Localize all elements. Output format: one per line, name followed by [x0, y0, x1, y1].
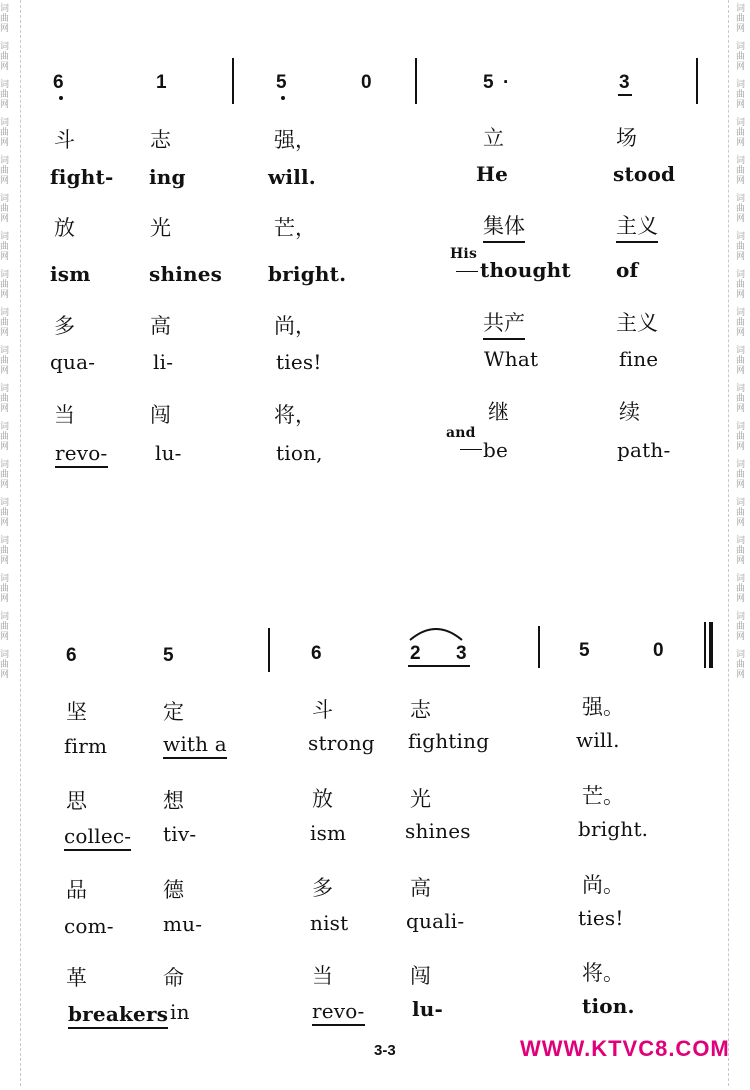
edge-text: 词曲网	[736, 4, 746, 34]
lyric-cn: 高	[150, 314, 171, 338]
lyric-cn: 品	[66, 878, 87, 902]
edge-text: 词曲网	[736, 422, 746, 452]
note: 5	[276, 72, 287, 93]
edge-text: 词曲网	[736, 156, 746, 186]
edge-text: 词曲网	[736, 194, 746, 224]
lyric-en: tion,	[276, 441, 323, 465]
edge-text: 词曲网	[0, 422, 10, 452]
lyric-en: quali-	[406, 909, 465, 933]
edge-text: 词曲网	[736, 460, 746, 490]
lyric-cn: 尚，	[274, 314, 316, 338]
lyric-en: revo-	[55, 441, 108, 468]
lyric-en: com-	[64, 914, 114, 938]
lyric-en: thought	[480, 258, 571, 282]
bar-line	[268, 628, 270, 672]
lyric-cn: 想	[163, 789, 184, 813]
left-edge-watermark	[0, 0, 14, 1090]
lyric-cn: 芒，	[274, 216, 316, 240]
note: 2	[410, 643, 421, 664]
lyric-dash	[460, 449, 482, 450]
edge-text: 词曲网	[0, 232, 10, 262]
lyric-cn: 放	[312, 787, 333, 811]
lyric-cn: 高	[410, 876, 431, 900]
lyric-cn: 当	[312, 964, 333, 988]
bar-line	[538, 626, 540, 668]
edge-text: 词曲网	[0, 194, 10, 224]
lyric-cn: 放	[54, 216, 75, 240]
lyric-cn: 将，	[274, 403, 316, 427]
lyric-cn: 继	[488, 400, 509, 424]
lyric-en: and	[446, 425, 476, 441]
edge-text: 词曲网	[0, 536, 10, 566]
lyric-cn: 斗	[312, 698, 333, 722]
lyric-cn: 思	[66, 789, 87, 813]
lyric-cn: 集体	[483, 210, 525, 243]
final-bar-line-thin	[704, 622, 706, 668]
edge-text: 词曲网	[0, 612, 10, 642]
lyric-en: lu-	[155, 441, 182, 465]
lyric-en: shines	[149, 262, 223, 286]
edge-text: 词曲网	[0, 650, 10, 680]
lyric-cn: 命	[163, 966, 184, 990]
note: 0	[361, 72, 372, 93]
lyric-en: of	[616, 258, 639, 282]
lyric-en: stood	[613, 162, 676, 186]
lyric-cn: 将。	[582, 961, 624, 985]
lyric-cn: 闯	[150, 403, 171, 427]
lyric-en: ism	[310, 821, 347, 845]
edge-text: 词曲网	[736, 650, 746, 680]
bar-line	[415, 58, 417, 104]
edge-text: 词曲网	[0, 346, 10, 376]
lyric-en: He	[476, 162, 509, 186]
lyric-cn: 立	[483, 126, 504, 150]
lyric-en: collec-	[64, 824, 131, 851]
note: 5	[483, 72, 494, 93]
lyric-dash	[456, 271, 478, 272]
lyric-en: tion.	[582, 994, 635, 1018]
edge-text: 词曲网	[0, 574, 10, 604]
note: 5	[163, 645, 174, 666]
right-edge-watermark	[736, 0, 750, 1090]
lyric-en: with a	[163, 732, 227, 759]
edge-text: 词曲网	[736, 498, 746, 528]
low-octave-dot	[59, 96, 63, 100]
lyric-en: bright.	[268, 262, 347, 286]
lyric-cn: 德	[163, 878, 184, 902]
lyric-en: ing	[149, 165, 186, 189]
note: 3	[619, 72, 630, 93]
lyric-cn: 多	[312, 876, 333, 900]
lyric-en: breakers	[68, 1002, 168, 1029]
lyric-en: qua-	[50, 350, 96, 374]
lyric-cn: 革	[66, 966, 87, 990]
edge-text: 词曲网	[0, 118, 10, 148]
lyric-cn: 志	[150, 128, 171, 152]
lyric-cn: 共产	[483, 307, 525, 340]
lyric-cn: 当	[54, 403, 75, 427]
edge-text: 词曲网	[0, 308, 10, 338]
lyric-cn: 强。	[582, 695, 624, 719]
low-octave-dot	[281, 96, 285, 100]
lyric-en: lu-	[412, 997, 444, 1021]
note: 5	[579, 640, 590, 661]
edge-text: 词曲网	[736, 574, 746, 604]
edge-text: 词曲网	[736, 308, 746, 338]
lyric-cn: 闯	[410, 964, 431, 988]
edge-text: 词曲网	[736, 232, 746, 262]
lyric-cn: 场	[616, 126, 637, 150]
note: 6	[53, 72, 64, 93]
edge-text: 词曲网	[0, 42, 10, 72]
left-margin-line	[20, 0, 21, 1086]
lyric-cn: 续	[619, 400, 640, 424]
final-bar-line-thick	[709, 622, 713, 668]
slur-mark	[406, 622, 466, 644]
lyric-en: What	[484, 347, 539, 371]
note: 6	[311, 643, 322, 664]
note-underline	[618, 94, 632, 96]
note: 1	[156, 72, 167, 93]
lyric-cn: 志	[410, 698, 431, 722]
right-margin-line	[728, 0, 729, 1086]
lyric-en: ties!	[276, 350, 322, 374]
lyric-en: nist	[310, 911, 349, 935]
lyric-en: will.	[576, 728, 620, 752]
lyric-en: be	[483, 438, 509, 462]
edge-text: 词曲网	[736, 612, 746, 642]
lyric-cn: 主义	[616, 210, 658, 243]
lyric-en: will.	[268, 165, 316, 189]
note: 0	[653, 640, 664, 661]
note-underline	[408, 665, 470, 667]
page-number: 3-3	[374, 1042, 396, 1059]
edge-text: 词曲网	[736, 118, 746, 148]
edge-text: 词曲网	[736, 384, 746, 414]
lyric-en: path-	[617, 438, 671, 462]
lyric-cn: 坚	[66, 700, 87, 724]
edge-text: 词曲网	[736, 270, 746, 300]
bar-line	[696, 58, 698, 104]
edge-text: 词曲网	[0, 156, 10, 186]
edge-text: 词曲网	[0, 270, 10, 300]
edge-text: 词曲网	[0, 80, 10, 110]
edge-text: 词曲网	[0, 384, 10, 414]
lyric-en: firm	[64, 734, 108, 758]
note: 3	[456, 643, 467, 664]
augmentation-dot: ·	[503, 72, 510, 93]
lyric-cn: 尚。	[582, 873, 624, 897]
edge-text: 词曲网	[0, 4, 10, 34]
lyric-cn: 主义	[616, 311, 658, 335]
lyric-cn: 多	[54, 314, 75, 338]
lyric-cn: 光	[410, 787, 431, 811]
lyric-cn: 强，	[274, 128, 316, 152]
lyric-en: shines	[405, 819, 471, 843]
lyric-en: fighting	[408, 729, 490, 753]
lyric-en: in	[170, 1000, 190, 1024]
edge-text: 词曲网	[736, 346, 746, 376]
lyric-cn: 斗	[54, 128, 75, 152]
edge-text: 词曲网	[736, 42, 746, 72]
lyric-en: ties!	[578, 906, 624, 930]
lyric-en: bright.	[578, 817, 649, 841]
lyric-en: strong	[308, 731, 375, 755]
lyric-en: li-	[153, 350, 174, 374]
lyric-en: ism	[50, 262, 91, 286]
lyric-en: mu-	[163, 912, 203, 936]
lyric-cn: 芒。	[582, 784, 624, 808]
site-watermark: WWW.KTVC8.COM	[520, 1036, 730, 1061]
note: 6	[66, 645, 77, 666]
lyric-en: fight-	[50, 165, 114, 189]
bar-line	[232, 58, 234, 104]
lyric-en: revo-	[312, 999, 365, 1026]
edge-text: 词曲网	[736, 80, 746, 110]
lyric-cn: 定	[163, 700, 184, 724]
edge-text: 词曲网	[736, 536, 746, 566]
edge-text: 词曲网	[0, 498, 10, 528]
lyric-cn: 光	[150, 216, 171, 240]
lyric-en: fine	[619, 347, 659, 371]
lyric-en: His	[450, 246, 478, 262]
edge-text: 词曲网	[0, 460, 10, 490]
lyric-en: tiv-	[163, 822, 197, 846]
